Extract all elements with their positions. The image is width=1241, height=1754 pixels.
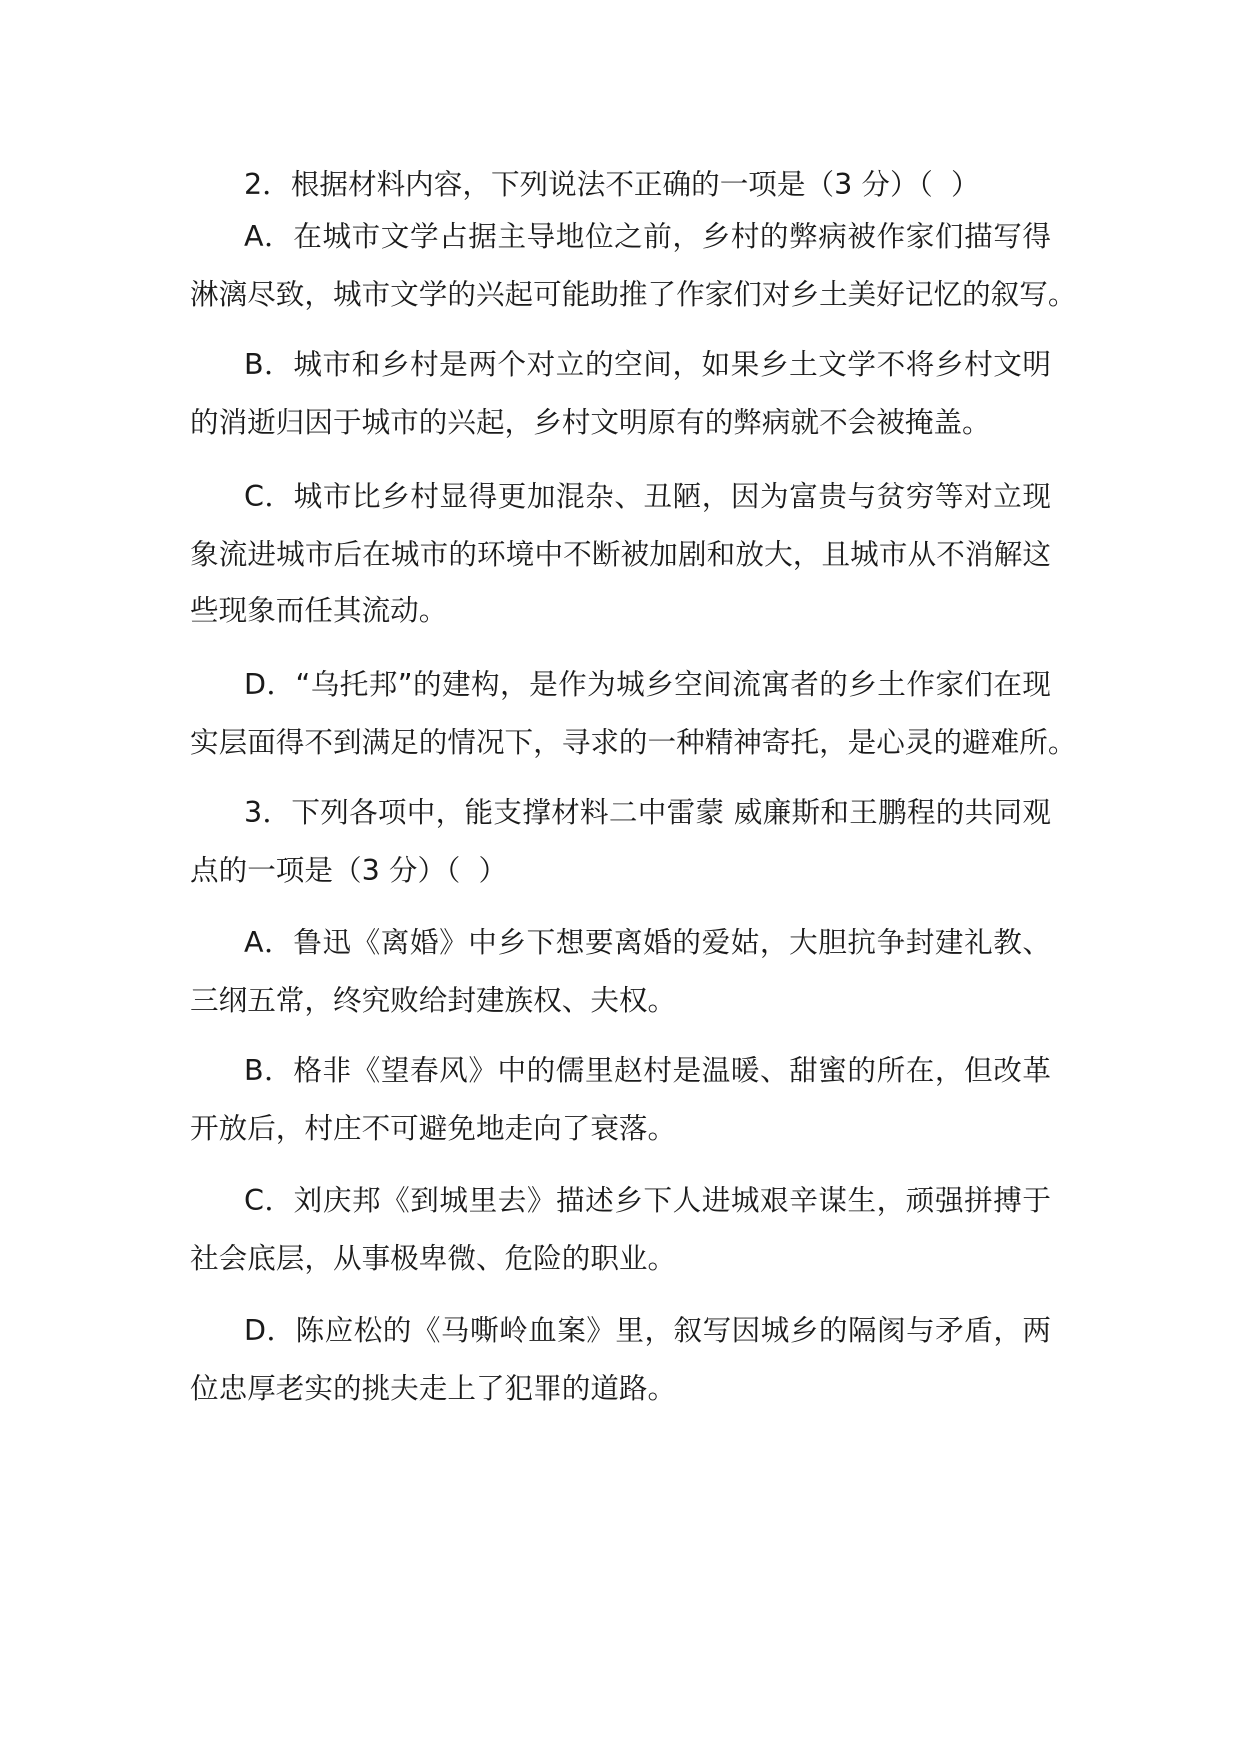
question-3-option-b-line-2: 开放后，村庄不可避免地走向了衰落。: [190, 1111, 677, 1145]
question-2-option-a-line-2: 淋漓尽致，城市文学的兴起可能助推了作家们对乡土美好记忆的叙写。: [190, 277, 1077, 311]
question-2-option-d-line-1: D．“乌托邦”的建构，是作为城乡空间流寓者的乡土作家们在现: [244, 667, 1051, 701]
question-2-option-b-line-2: 的消逝归因于城市的兴起，乡村文明原有的弊病就不会被掩盖。: [190, 405, 991, 439]
question-2-option-c-line-1: C．城市比乡村显得更加混杂、丑陋，因为富贵与贫穷等对立现: [244, 479, 1051, 513]
question-2-option-b-line-1: B．城市和乡村是两个对立的空间，如果乡土文学不将乡村文明: [244, 347, 1051, 381]
question-3-option-a-line-2: 三纲五常，终究败给封建族权、夫权。: [190, 983, 677, 1017]
question-2-option-c-line-3: 些现象而任其流动。: [190, 593, 448, 627]
question-2-stem: 2．根据材料内容，下列说法不正确的一项是（3 分）（ ）: [244, 167, 980, 201]
question-3-stem-line-2: 点的一项是（3 分）（ ）: [190, 853, 508, 887]
question-3-option-d-line-2: 位忠厚老实的挑夫走上了犯罪的道路。: [190, 1371, 677, 1405]
question-3-option-b-line-1: B．格非《望春风》中的儒里赵村是温暖、甜蜜的所在，但改革: [244, 1053, 1051, 1087]
question-3-option-d-line-1: D．陈应松的《马嘶岭血案》里，叙写因城乡的隔阂与矛盾，两: [244, 1313, 1051, 1347]
question-3-stem-line-1: 3．下列各项中，能支撑材料二中雷蒙 威廉斯和王鹏程的共同观: [244, 795, 1051, 829]
question-3-option-a-line-1: A．鲁迅《离婚》中乡下想要离婚的爱姑，大胆抗争封建礼教、: [244, 925, 1051, 959]
question-2-option-c-line-2: 象流进城市后在城市的环境中不断被加剧和放大，且城市从不消解这: [190, 537, 1051, 571]
question-3-option-c-line-2: 社会底层，从事极卑微、危险的职业。: [190, 1241, 677, 1275]
question-2-option-a-line-1: A．在城市文学占据主导地位之前，乡村的弊病被作家们描写得: [244, 219, 1051, 253]
question-2-option-d-line-2: 实层面得不到满足的情况下，寻求的一种精神寄托，是心灵的避难所。: [190, 725, 1077, 759]
question-3-option-c-line-1: C．刘庆邦《到城里去》描述乡下人进城艰辛谋生，顽强拼搏于: [244, 1183, 1051, 1217]
